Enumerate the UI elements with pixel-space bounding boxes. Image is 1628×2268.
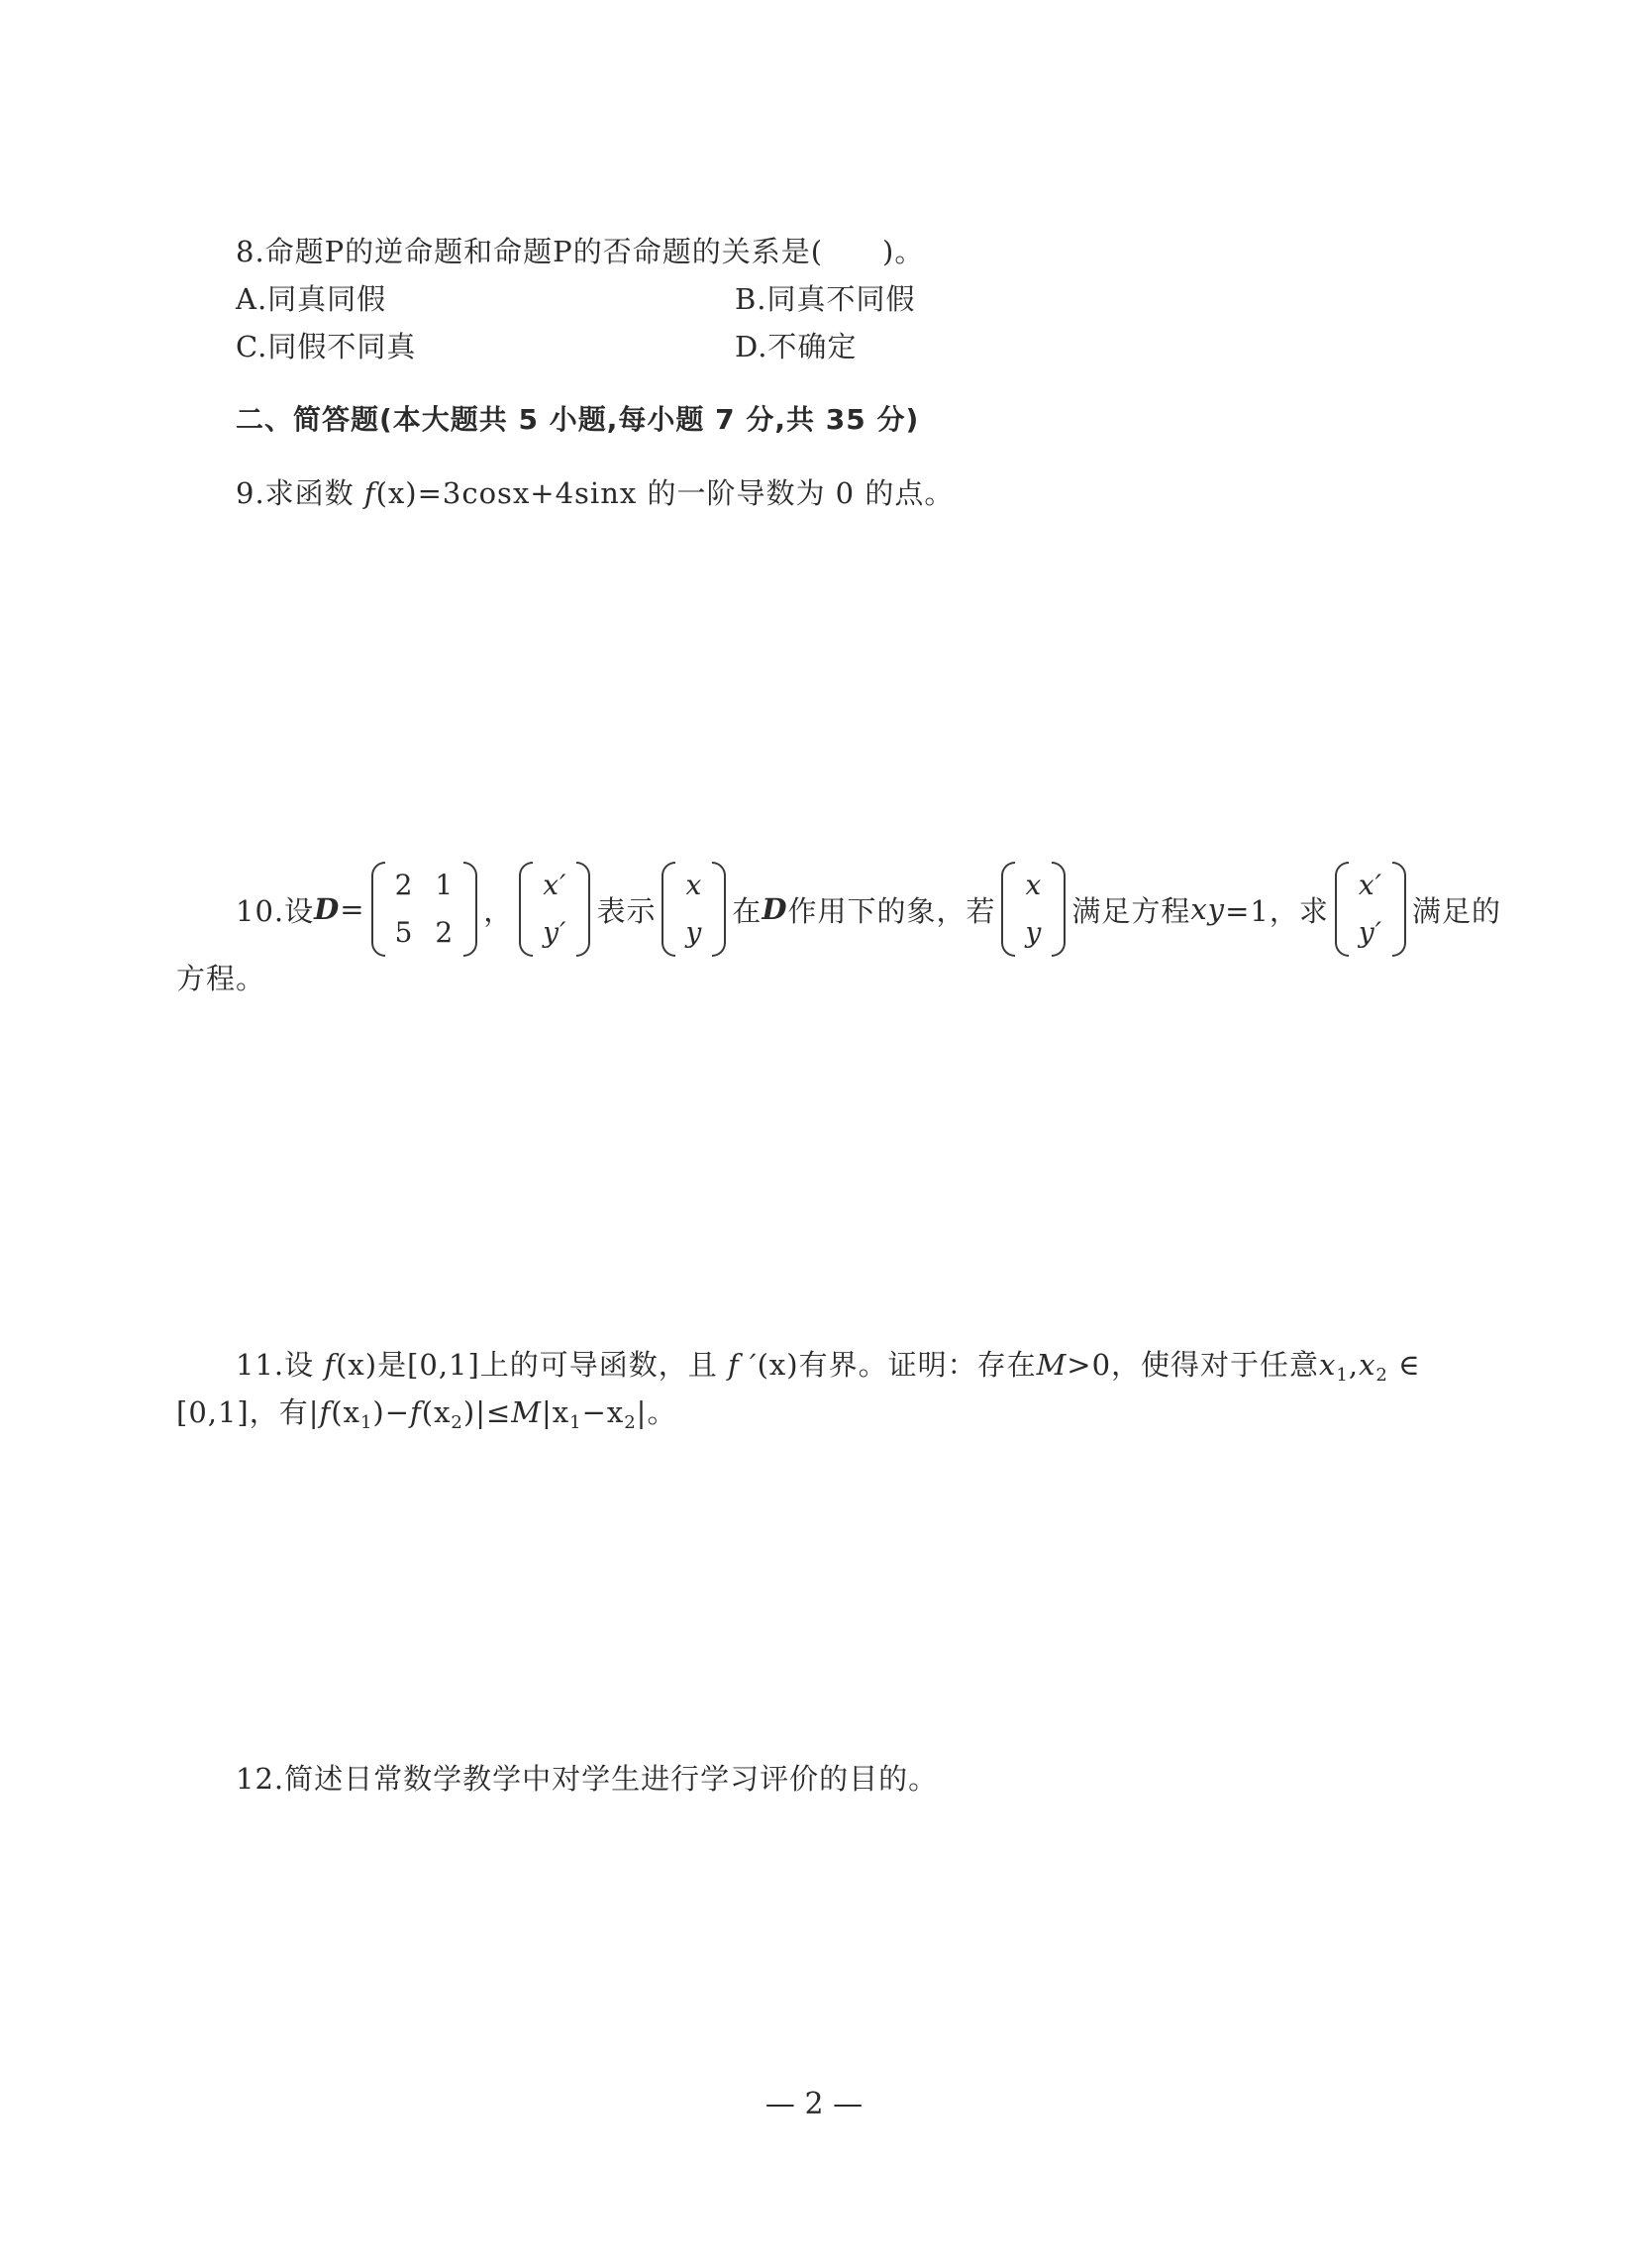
matrix-cell: 1 <box>435 869 455 901</box>
function-f: f <box>410 1395 422 1429</box>
q11-text: −x <box>581 1395 625 1429</box>
right-paren <box>1392 862 1406 957</box>
q11-text: |。 <box>636 1395 677 1429</box>
derivative-f: f ′ <box>728 1348 758 1382</box>
vector-image <box>1335 862 1406 957</box>
question-9-prefix: 9.求函数 <box>236 476 364 510</box>
function-f: f <box>324 1348 337 1382</box>
question-11-line-2 <box>176 1392 676 1437</box>
question-9 <box>236 473 954 513</box>
question-8-stem: 8.命题P的逆命题和命题P的否命题的关系是( )。 <box>236 235 925 268</box>
subscript: 1 <box>569 1412 582 1433</box>
left-paren <box>371 862 385 957</box>
constant-m: M <box>511 1395 542 1429</box>
vector-cell: y′ <box>1358 916 1383 949</box>
q11-text: 有界。证明：存在 <box>798 1348 1037 1382</box>
function-f: f <box>319 1395 332 1429</box>
question-9-suffix: 的一阶导数为 0 的点。 <box>637 476 955 510</box>
vector-cell: y <box>1025 916 1043 949</box>
q11-text: (x <box>331 1395 360 1429</box>
vector-cell: x′ <box>543 869 567 901</box>
subscript: 1 <box>359 1412 373 1433</box>
question-11-line-1 <box>236 1345 1421 1390</box>
question-10-line-2: 方程。 <box>176 962 266 995</box>
matrix-d <box>371 862 478 957</box>
page-number: — 2 — <box>764 2087 864 2121</box>
vector-image <box>519 862 590 957</box>
q11-text: )|≤ <box>462 1395 512 1429</box>
subscript: 2 <box>451 1412 463 1433</box>
right-paren <box>1052 862 1066 957</box>
right-paren <box>463 862 477 957</box>
left-paren <box>661 862 675 957</box>
right-paren <box>576 862 590 957</box>
equation-xy: xy <box>1190 892 1226 926</box>
vector-cell: x′ <box>1358 869 1382 901</box>
q11-text: |x <box>541 1395 570 1429</box>
function-arg: (x) <box>757 1348 799 1382</box>
question-8-option-c: C.同假不同真 <box>236 330 417 363</box>
matrix-symbol-d: D <box>314 892 341 926</box>
subscript: 1 <box>1336 1365 1349 1386</box>
vector-cell: x <box>1025 869 1043 901</box>
left-paren <box>1335 862 1349 957</box>
question-10-line-1 <box>236 850 1501 969</box>
element-of: ∈ <box>1387 1348 1421 1382</box>
subscript: 2 <box>624 1412 637 1433</box>
equation-rhs: =1，求 <box>1225 893 1329 928</box>
function-f: f <box>363 476 376 510</box>
vector-cell: x <box>685 869 703 901</box>
question-8-option-b: B.同真不同假 <box>735 282 916 316</box>
constant-m: M <box>1036 1348 1068 1382</box>
comma: ， <box>483 893 514 928</box>
text-under: 作用下的象，若 <box>787 893 996 928</box>
function-expression: =3cosx+4sinx <box>417 476 638 510</box>
text-satisfy: 满足方程 <box>1071 893 1191 928</box>
section-2-heading: 二、简答题(本大题共 5 小题,每小题 7 分,共 35 分) <box>236 403 920 436</box>
vector-cell: y′ <box>543 916 567 949</box>
right-paren <box>712 862 726 957</box>
vector-cell: y <box>685 916 703 949</box>
function-arg: (x) <box>336 1348 378 1382</box>
left-paren <box>1001 862 1015 957</box>
matrix-cell: 5 <box>394 916 414 949</box>
matrix-cell: 2 <box>435 916 455 949</box>
q11-text: >0，使得对于任意 <box>1067 1348 1320 1382</box>
subscript: 2 <box>1375 1365 1388 1386</box>
text-in: 在 <box>732 893 763 928</box>
question-10-lead: 10.设 <box>236 893 315 928</box>
equals-sign: = <box>340 892 365 926</box>
question-12: 12.简述日常数学教学中对学生进行学习评价的目的。 <box>236 1762 939 1796</box>
text-satisfy-2: 满足的 <box>1412 893 1502 928</box>
matrix-cell: 2 <box>394 869 414 901</box>
variable-x: x <box>1359 1348 1376 1382</box>
q11-text: )− <box>372 1395 411 1429</box>
text-represent: 表示 <box>596 893 657 928</box>
left-paren <box>519 862 533 957</box>
comma: , <box>1348 1348 1360 1382</box>
question-8-option-d: D.不确定 <box>735 330 858 363</box>
q11-text: 是[0,1]上的可导函数，且 <box>377 1348 729 1382</box>
function-arg: (x) <box>375 476 418 510</box>
vector-original <box>1001 862 1066 957</box>
matrix-symbol-d: D <box>762 892 788 926</box>
question-8-option-a: A.同真同假 <box>236 282 387 316</box>
q11-text: [0,1]，有| <box>176 1395 320 1429</box>
vector-original <box>661 862 726 957</box>
q11-text: (x <box>421 1395 452 1429</box>
q11-text: 11.设 <box>236 1348 325 1382</box>
variable-x: x <box>1319 1348 1337 1382</box>
